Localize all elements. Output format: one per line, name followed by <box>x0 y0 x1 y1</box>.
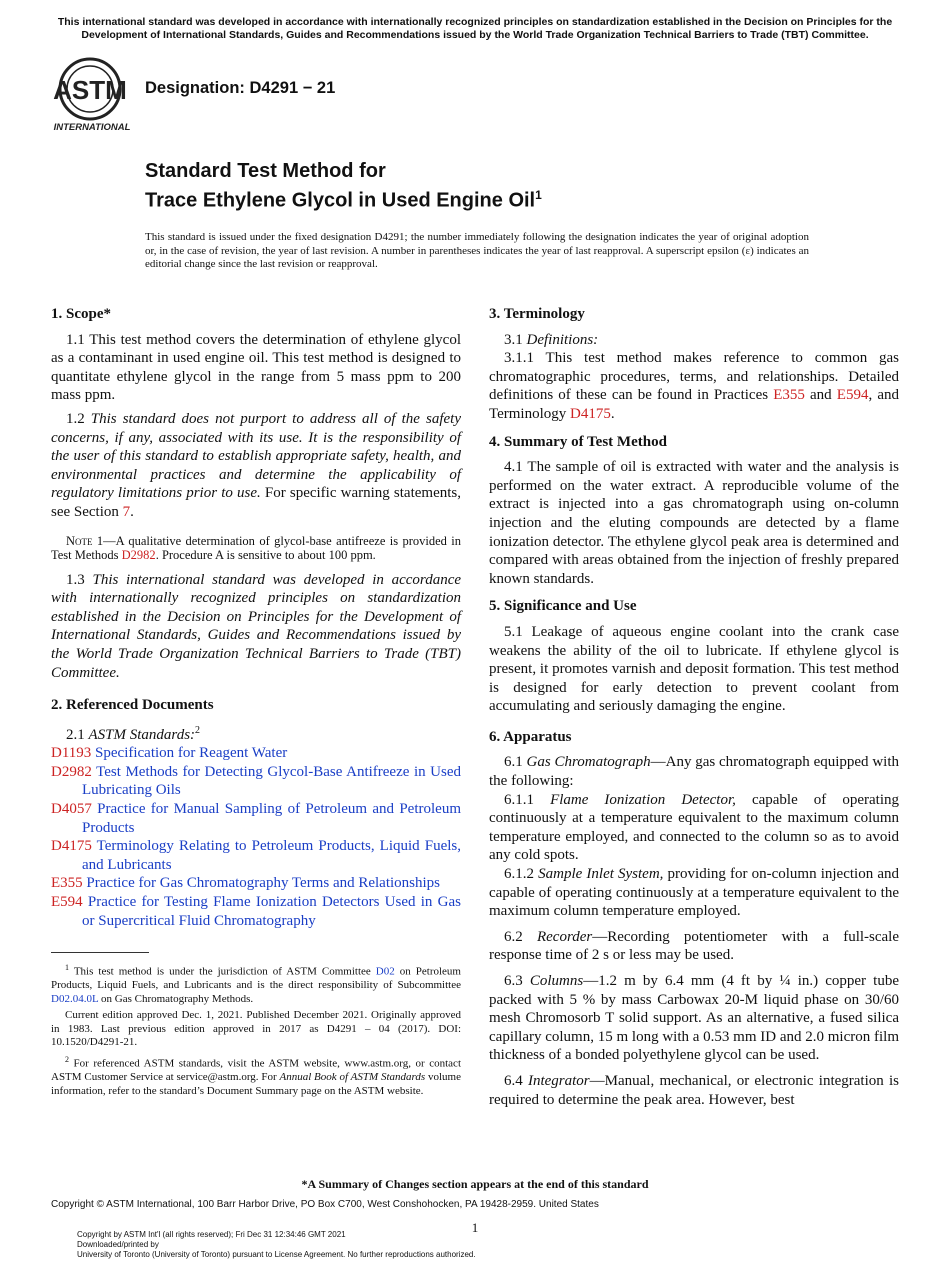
reference-item[interactable]: D2982 Test Methods for Detecting Glycol-Base Antifreeze in Used Lubricating Oils <box>51 763 461 799</box>
paragraph-1-2: 1.2 This standard does not purport to address all of the safety concerns, if any, associated with its use. It is the responsibility of the user of this standard to establish appropriate safety, health, and environmental practices and determine the applicability of regulatory limitations prior to use. For specific warning statements, see Section 7. <box>51 410 461 520</box>
designation: Designation: D4291 − 21 <box>145 79 336 97</box>
reference-item[interactable]: D1193 Specification for Reagent Water <box>51 745 288 762</box>
section-heading: 5. Significance and Use <box>489 598 637 615</box>
license-footer <box>77 1230 476 1260</box>
section-summary <box>489 433 899 589</box>
paragraph-6-3: 6.3 Columns—1.2 m by 6.4 mm (4 ft by ¼ in.) copper tube packed with 5 % by mass Carbowax 20-M liquid phase on 30/60 mesh Chromosorb T solid support. As an alternative, a fused silica capillary column, 15 m long with a 0.53 mm ID and 2.0 micron film thickness of a bonded polyethylene glycol can be used. <box>489 973 899 1064</box>
footnote-1-approval: Current edition approved Dec. 1, 2021. Published December 2021. Originally approved in 1983. Last previous edition approved in 2017 as D4291 – 04 (2017). DOI: 10.1520/D4291-21. <box>51 1009 461 1049</box>
note-link[interactable]: D2982 <box>121 548 156 563</box>
paragraph-1-3: 1.3 This international standard was developed in accordance with internationally recognized principles on standardization established in the Decision on Principles for the Development of International Standards, Guides and Recommendations issued by the World Trade Organization Technical Barriers to Trade (TBT) Committee. <box>51 571 462 681</box>
right-column <box>489 305 899 1118</box>
footnotes <box>51 961 461 1098</box>
license-line: Downloaded/printed by <box>77 1240 159 1249</box>
paragraph-6-1-2: 6.1.2 Sample Inlet System, providing for on-column injection and capable of operating continuously at a temperature equivalent to the maximum column temperature employed. <box>489 866 899 920</box>
footnote-1: $^1$ This test method is under the jurisdiction of ASTM Committee D02 on Petroleum Products, Liquid Fuels, and Lubricants and is the direct responsibility of Subcommittee D02.04.0L on Gas Chromatography Methods. <box>51 963 461 1005</box>
section-apparatus <box>489 728 899 1109</box>
reference-item[interactable]: E355 Practice for Gas Chromatography Terms and Relationships <box>51 875 441 892</box>
reference-item[interactable]: E594 Practice for Testing Flame Ionization Detectors Used in Gas or Supercritical Fluid Chromatography <box>51 894 461 929</box>
paragraph-3-1-1: 3.1.1 This test method makes reference to common gas chromatographic procedures, terms, and relationships. Detailed definitions of these can be found in Practices E355 and E594, and Terminology D4175. <box>489 350 899 422</box>
reference-item[interactable]: D4057 Practice for Manual Sampling of Petroleum and Petroleum Products <box>51 801 461 836</box>
summary-of-changes-note: *A Summary of Changes section appears at the end of this standard <box>301 1177 649 1191</box>
svg-text:ASTM: ASTM <box>53 75 127 105</box>
license-line: University of Toronto (University of Toronto) pursuant to License Agreement. No further reproductions authorized. <box>77 1250 476 1259</box>
document-title <box>145 159 542 213</box>
ref-link-e355[interactable]: E355 <box>773 387 805 404</box>
title-line-2: Trace Ethylene Glycol in Used Engine Oil$^1$ <box>145 188 542 212</box>
astm-logo-icon <box>52 57 136 133</box>
preamble: This standard is issued under the fixed designation D4291; the number immediately following the designation indicates the year of original adoption or, in the case of revision, the year of last revision. A number in parentheses indicates the year of last reapproval. A superscript epsilon (ε) indicates an editorial change since the last revision or reapproval. <box>145 231 809 270</box>
footnote-divider <box>51 952 149 953</box>
section-significance <box>489 597 899 716</box>
section-link[interactable]: 7 <box>122 503 131 520</box>
paragraph-6-1: 6.1 Gas Chromatograph—Any gas chromatograph equipped with the following: <box>489 754 900 790</box>
section-referenced-documents <box>51 696 461 930</box>
paragraph-6-1-1: 6.1.1 Flame Ionization Detector, capable of operating continuously at a temperature equivalent to the maximum column temperature employed, and connected to the column so as to avoid any cold spots. <box>489 791 899 864</box>
paragraph-3-1: 3.1 Definitions: <box>504 331 599 348</box>
title-line-1: Standard Test Method for <box>145 160 386 182</box>
svg-text:INTERNATIONAL: INTERNATIONAL <box>53 122 131 133</box>
left-column <box>51 305 461 1101</box>
paragraph-4-1: 4.1 The sample of oil is extracted with water and the analysis is performed on the water extract. A reproducible volume of the extract is injected into a gas chromatograph using on-column injection and the eluting compounds are detected by a flame ionization detector. The ethylene glycol peak area is determined and compared with areas obtained from the injection of freshly prepared known standards. <box>489 459 899 587</box>
paragraph-6-2: 6.2 Recorder—Recording potentiometer with a full-scale response time of 2 s or less may be used. <box>489 928 900 964</box>
reference-item[interactable]: D4175 Terminology Relating to Petroleum Products, Liquid Fuels, and Lubricants <box>51 838 462 873</box>
astm-logo <box>52 57 136 133</box>
ref-link-e594[interactable]: E594 <box>836 387 869 404</box>
page-number: 1 <box>471 1220 479 1235</box>
section-heading: 4. Summary of Test Method <box>489 433 667 450</box>
paragraph-5-1: 5.1 Leakage of aqueous engine coolant into the crank case weakens the ability of the oil to lubricate. If ethylene glycol is present, it promotes varnish and deposit formation. This test method is designed for early detection to prevent coolant from accumulating and seriously damaging the engine. <box>489 623 899 715</box>
top-notice: This international standard was developed in accordance with internationally recognized principles on standardization established in the Decision on Principles for the Development of International Standards, Guides and Recommendations issued by the World Trade Organization Technical Barriers to Trade (TBT) Committee. <box>57 16 893 41</box>
paragraph-1-1: 1.1 This test method covers the determination of ethylene glycol as a contaminant in used engine oil. This test method is designed to quantitate ethylene glycol in the range from 5 mass ppm to 200 mass ppm. <box>51 331 461 404</box>
subcommittee-link[interactable]: D02.04.0L <box>51 992 99 1005</box>
section-heading: 3. Terminology <box>489 306 585 322</box>
copyright: Copyright © ASTM International, 100 Barr Harbor Drive, PO Box C700, West Conshohocken, PA 19428-2959. United States <box>51 1199 599 1210</box>
section-terminology <box>489 305 899 424</box>
paragraph-2-1: 2.1 ASTM Standards:$^2$ <box>66 724 201 743</box>
ref-link-d4175[interactable]: D4175 <box>570 405 611 422</box>
footnote-2: $^2$ For referenced ASTM standards, visit the ASTM website, www.astm.org, or contact ASTM Customer Service at service@astm.org. For Annual Book of ASTM Standards volume information, refer to the standard’s Document Summary page on the ASTM website. <box>51 1054 461 1097</box>
section-heading: 1. Scope* <box>51 306 111 322</box>
paragraph-6-4: 6.4 Integrator—Manual, mechanical, or electronic integration is required to determine the peak area. However, best <box>489 1072 899 1108</box>
committee-link[interactable]: D02 <box>375 965 395 978</box>
license-line: Copyright by ASTM Int'l (all rights reserved); Fri Dec 31 12:34:46 GMT 2021 <box>77 1230 346 1239</box>
section-heading: 2. Referenced Documents <box>51 697 214 714</box>
section-scope <box>51 305 461 682</box>
section-heading: 6. Apparatus <box>489 728 572 745</box>
note-1: Note 1—A qualitative determination of glycol-base antifreeze is provided in Test Methods D2982. Procedure A is sensitive to about 100 ppm. <box>51 533 461 563</box>
